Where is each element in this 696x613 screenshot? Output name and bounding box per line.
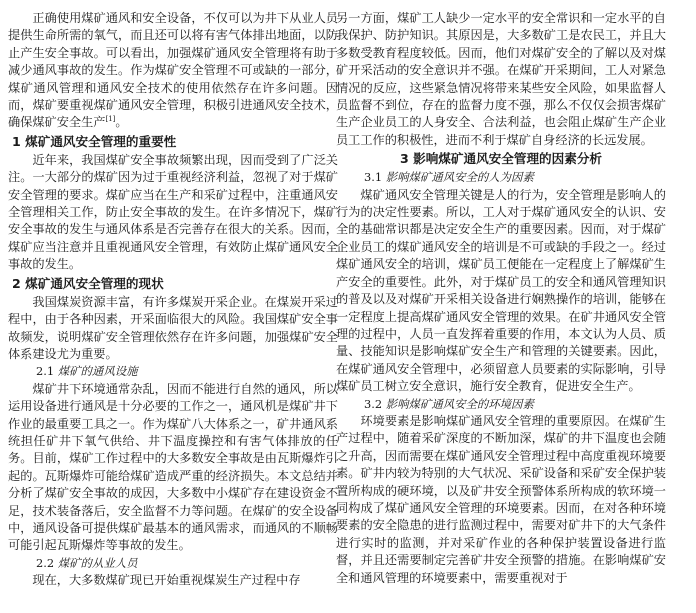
subsection-number: 2.2 xyxy=(36,555,55,570)
subsection-3-1-paragraph: 煤矿通风安全管理关键是人的行为，安全管理是影响人的行为的决定性要素。所以，工人对于煤矿通风安全的认识、安全的基础常识都是决定安全生产的重要因素。因而，对于煤矿企业员工的煤矿通风安全的培训是不可或缺的手段之一。经过煤矿通风安全的培训，煤矿员工便能在一定程度上了解煤矿生产安全的重要性。此外，对于煤矿员工的安全和通风管理知识的普及以及对煤矿开采相关设备进行娴熟操作的培训，能够在一定程度上提高煤矿通风安全管理的效果。在矿井通风安全管理的过程中，人员一直发挥着重要的作用，本文认为人员、质量、技能知识是影响煤矿安全生产和管理的关键要素。因此，在煤矿通风安全管理中，必须留意人员要素的实际影响，引导煤矿员工树立安全意识，施行安全教育，促进安全生产。 xyxy=(336,187,666,394)
continued-paragraph: 另一方面，煤矿工人缺少一定水平的安全常识和一定水平的自我保护、防护知识。其原因是，大多数矿工是农民工，并且大多数受教育程度较低。因而，他们对煤矿安全的了解以及对煤矿开采活动的安全意识并不强。在煤矿开采期间，工人对紧急情况的反应，这些紧急情况将带来某些安全风险，如果监督人员监督不到位，存在的监督力度不强，那么不仅仅会损害煤矿生产企业员工的人身安全、合法利益，也会阻止煤矿生产企业员工工作的积极性，进而不利于煤矿自身经济的长远发展。 xyxy=(336,11,666,147)
subsection-title: 煤矿的通风设施 xyxy=(57,364,138,379)
subsection-3-2-paragraph: 环境要素是影响煤矿通风安全管理的重要原因。在煤矿生产过程中，随着采矿深度的不断加深，煤矿的井下温度也会随之升高，因而需要在煤矿通风安全管理过程中高度重视环境要素。矿井内较为特别的大气状况、采矿设备和采矿安全保护装置所构成的硬环境，以及矿井安全预警体系所构成的软环境一同构成了煤矿通风安全管理的环境要素。因而，在对各种环境要素的安全隐患的进行监测过程中，需要对矿井下的大气条件进行实时的监测，并对采矿作业的各种保护装置设备进行监督，并且还需要制定完善矿井安全预警的措施。在影响煤矿安全和通风管理的环境要素中，需要重视对于 xyxy=(336,413,666,585)
section-1-heading: 1 煤矿通风安全管理的重要性 xyxy=(12,133,177,149)
subsection-3-2-heading xyxy=(336,396,666,413)
section-1-paragraph: 近年来，我国煤矿安全事故频繁出现，因而受到了广泛关注。一大部分的煤矿因为过于重视经济利益，忽视了对于煤矿安全管理的要求。煤矿应当在生产和采矿过程中，注重通风安全管理相关工作，防止安全事故的发生。在许多情况下，煤矿安全事故的发生与通风体系是否完善存在很大的关系。因而，煤矿应当注意并且重视通风安全管理，有效防止煤矿通风安全事故的发生。 xyxy=(8,152,338,272)
subsection-2-1-heading xyxy=(8,363,338,380)
right-column xyxy=(336,10,666,587)
subsection-3-1-heading xyxy=(336,169,666,186)
subsection-2-1-paragraph: 煤矿井下环境通常杂乱，因而不能进行自然的通风，所以运用设备进行通风是十分必要的工作之一，通风机是煤矿井下作业的最重要工具之一。作为煤矿八大体系之一，矿井通风系统担任矿井下氧气供给、井下温度操控和有害气体排放的任务。目前，煤矿工作过程中的大多数安全事故是由瓦斯爆炸引起的。瓦斯爆炸可能给煤矿造成严重的经济损失。本文总结并分析了煤矿安全事故的成因，大多数中小煤矿存在建设资金不足，技术装备落后，安全监督不力等问题。在煤矿的安全设备中，通风设备可提供煤矿最基本的通风需求，而通风的不顺畅可能引起瓦斯爆炸等事故的发生。 xyxy=(8,381,338,553)
subsection-2-2-paragraph: 现在，大多数煤矿现已开始重视煤炭生产过程中存 xyxy=(32,573,301,588)
subsection-2-2-heading xyxy=(8,555,338,572)
subsection-number: 3.1 xyxy=(364,170,383,185)
intro-text: 正确使用煤矿通风和安全设备，不仅可以为井下从业人员提供生命所需的氧气，而且还可以将有害气体排出地面，以防止产生安全事故。可以看出，加强煤矿通风安全管理将有助于减少通风事故的发生。作为煤矿安全管理不可或缺的一部分，煤矿通风管理和通风安全技术的使用依然存在许多问题。因而，煤矿要重视煤矿通风安全管理，积极引进通风安全技术，确保煤矿安全生产 xyxy=(8,11,338,130)
subsection-number: 3.2 xyxy=(364,396,383,411)
intro-paragraph xyxy=(8,10,338,132)
subsection-number: 2.1 xyxy=(36,364,55,379)
subsection-title: 煤矿的从业人员 xyxy=(57,555,138,570)
section-2-paragraph: 我国煤炭资源丰富，有许多煤炭开采企业。在煤炭开采过程中，由于各种因素，开采面临很大的风险。我国煤矿安全事故频发，说明煤矿安全管理依然存在许多问题，加强煤矿安全体系建设尤为重要。 xyxy=(8,294,338,361)
left-column xyxy=(8,10,338,590)
subsection-title: 影响煤矿通风安全的人为因素 xyxy=(385,170,534,185)
citation-ref: [1] xyxy=(105,115,116,124)
section-2-heading: 2 煤矿通风安全管理的现状 xyxy=(12,275,164,291)
section-3-heading: 3 影响煤矿通风安全管理的因素分析 xyxy=(399,151,603,167)
intro-end: 。 xyxy=(115,115,128,130)
subsection-title: 影响煤矿通风安全的环境因素 xyxy=(385,396,534,411)
